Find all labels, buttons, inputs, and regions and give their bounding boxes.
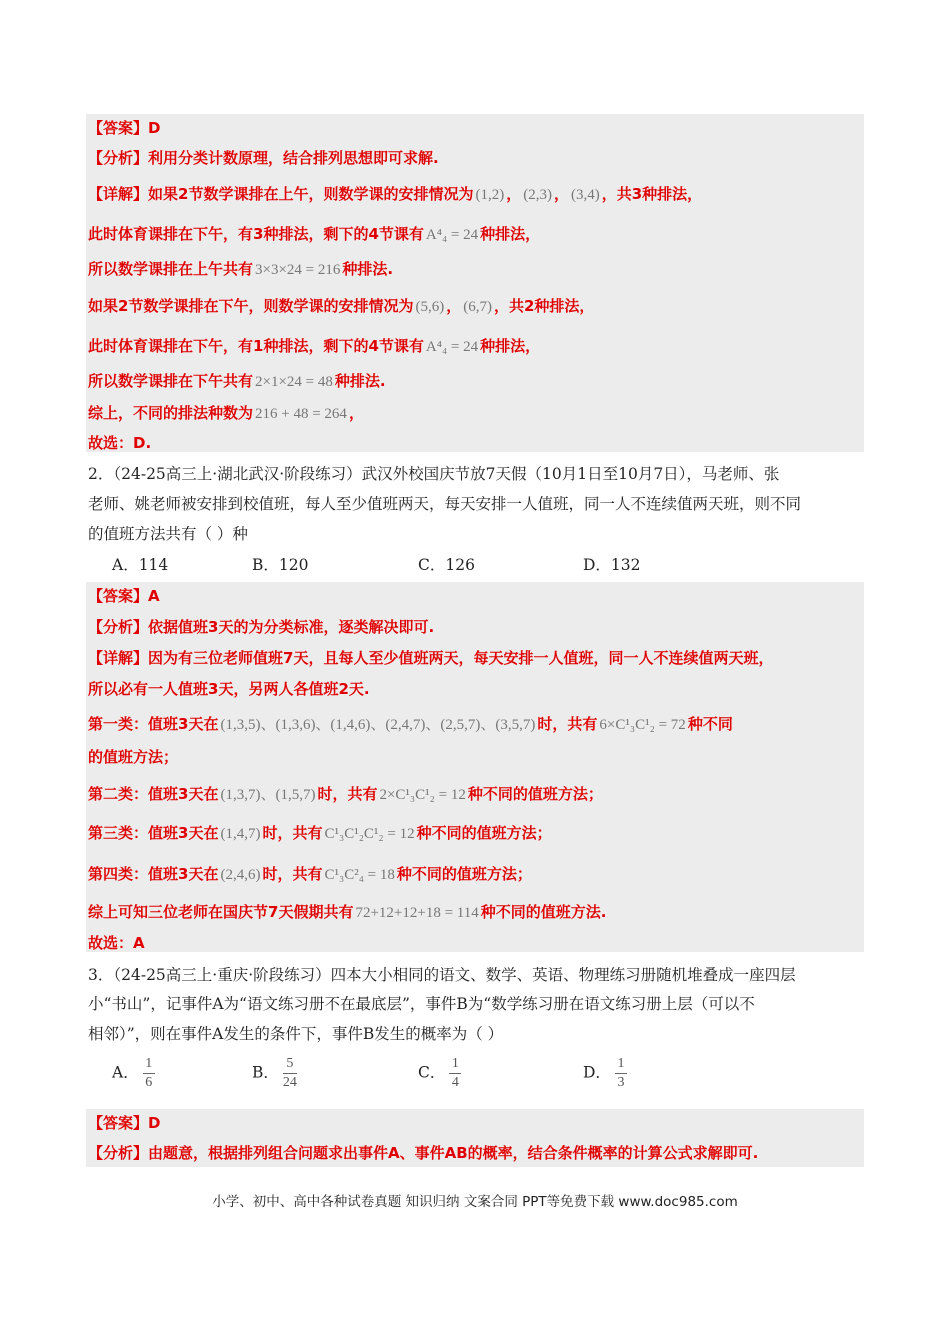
q2-answer: 【答案】A	[88, 587, 160, 605]
q1-detail-line5: 此时体育课排在下午，有1种排法，剩下的4节课有 A⁴₄ = 24 种排法，	[88, 337, 541, 355]
q1-choose: 故选：D.	[88, 434, 152, 452]
q1-detail-line7: 综上，不同的排法种数为 216 + 48 = 264 ，	[88, 404, 364, 422]
q2-detail-line1: 【详解】因为有三位老师值班7天，且每人至少值班两天，每天安排一人值班，同一人不连续值两天班，	[88, 649, 774, 667]
q3-stem-line1: 3．（24-25高三上·重庆·阶段练习）四本大小相同的语文、数学、英语、物理练习册随机堆叠成一座四层	[88, 966, 796, 984]
q1-analysis: 【分析】利用分类计数原理，结合排列思想即可求解.	[88, 149, 439, 167]
q3-answer: 【答案】D	[88, 1114, 161, 1132]
q3-option-c: C． $\frac{1}{4}$	[418, 1056, 461, 1091]
q1-detail-line3: 所以数学课排在上午共有 3×3×24 = 216 种排法.	[88, 260, 394, 278]
q3-option-d: D． $\frac{1}{3}$	[583, 1056, 627, 1091]
q3-option-a: A． $\frac{1}{6}$	[112, 1056, 155, 1091]
q2-stem-line1: 2．（24-25高三上·湖北武汉·阶段练习）武汉外校国庆节放7天假（10月1日至10月7日），马老师、张	[88, 465, 780, 483]
q2-case2: 第二类：值班3天在 (1,3,7)、(1,5,7) 时，共有 2×C¹₃C¹₂ = 12 种不同的值班方法；	[88, 785, 603, 803]
q1-detail-line1: 【详解】如果2节数学课排在上午，则数学课的安排情况为 (1,2) ， (2,3) ， (3,4) ，共3种排法，	[88, 185, 703, 203]
q2-case1-line1: 第一类：值班3天在 (1,3,5)、(1,3,6)、(1,4,6)、(2,4,7)、(2,5,7)、(3,5,7) 时，共有 6×C¹₃C¹₂ = 72 种不同	[88, 715, 733, 733]
q1-detail-line4: 如果2节数学课排在下午，则数学课的安排情况为 (5,6) ， (6,7) ，共2种排法，	[88, 297, 595, 315]
q2-stem-line2: 老师、姚老师被安排到校值班，每人至少值班两天，每天安排一人值班，同一人不连续值两天班，则不同	[88, 495, 802, 513]
q1-answer: 【答案】D	[88, 119, 161, 137]
q3-option-b: B． $\frac{5}{24}$	[252, 1056, 297, 1090]
q3-stem-line3: 相邻）”，则在事件A发生的条件下，事件B发生的概率为（ ）	[88, 1025, 504, 1043]
q2-option-c: C．126	[418, 556, 475, 574]
q2-case1-line2: 的值班方法；	[88, 748, 179, 766]
q2-detail-line2: 所以必有一人值班3天，另两人各值班2天.	[88, 680, 370, 698]
q2-option-b: B．120	[252, 556, 309, 574]
q2-solution-block	[86, 582, 864, 952]
q2-case3: 第三类：值班3天在 (1,4,7) 时，共有 C¹₃C¹₂C¹₂ = 12 种不同的值班方法；	[88, 824, 552, 842]
q1-detail-line6: 所以数学课排在下午共有 2×1×24 = 48 种排法.	[88, 372, 386, 390]
q2-case4: 第四类：值班3天在 (2,4,6) 时，共有 C¹₃C²₄ = 18 种不同的值班方法；	[88, 865, 532, 883]
page-footer: 小学、初中、高中各种试卷真题 知识归纳 文案合同 PPT等免费下载 www.doc985.com	[212, 1194, 738, 1210]
q2-choose: 故选：A	[88, 934, 145, 952]
q2-analysis: 【分析】依据值班3天的为分类标准，逐类解决即可.	[88, 618, 435, 636]
q2-stem-line3: 的值班方法共有（ ）种	[88, 525, 248, 543]
q2-option-d: D．132	[583, 556, 641, 574]
q2-summary: 综上可知三位老师在国庆节7天假期共有 72+12+12+18 = 114 种不同的值班方法.	[88, 903, 607, 921]
q1-detail-line2: 此时体育课排在下午，有3种排法，剩下的4节课有 A⁴₄ = 24 种排法，	[88, 225, 541, 243]
q2-option-a: A．114	[112, 556, 169, 574]
q3-stem-line2: 小“书山”，记事件A为“语文练习册不在最底层”，事件B为“数学练习册在语文练习册上层（可以不	[88, 995, 755, 1013]
q3-analysis: 【分析】由题意，根据排列组合问题求出事件A、事件AB的概率，结合条件概率的计算公式求解即可.	[88, 1144, 759, 1162]
